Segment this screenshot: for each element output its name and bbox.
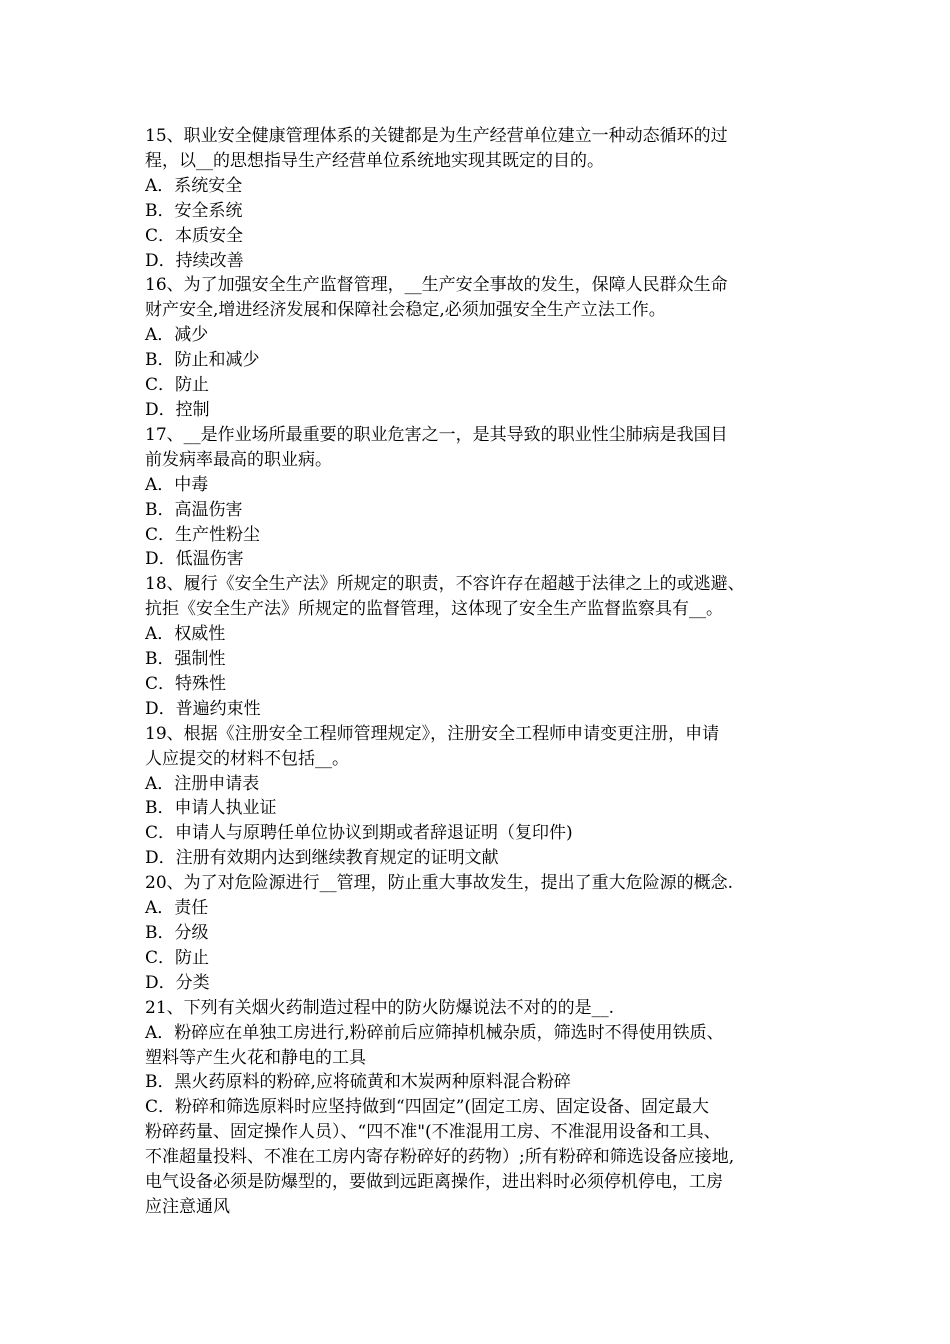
option-text-line: 应注意通风: [145, 1196, 230, 1217]
option-b: B．防止和减少: [145, 350, 260, 371]
question-20: [145, 871, 845, 996]
option-c: C．防止: [145, 375, 210, 396]
option-text-line: 粉碎药量、固定操作人员）、“四不准"(不准混用工房、不准混用设备和工具、: [145, 1122, 721, 1143]
document-page: [145, 124, 845, 1220]
question-text-line: 17、__是作业场所最重要的职业危害之一，是其导致的职业性尘肺病是我国目: [145, 424, 728, 445]
option-c: C．防止: [145, 947, 210, 968]
option-b: B．黑火药原料的粉碎,应将硫黄和木炭两种原料混合粉碎: [145, 1072, 571, 1093]
option-a: A．权威性: [145, 624, 226, 645]
option-d: D．普遍约束性: [145, 698, 261, 719]
option-d: D．持续改善: [145, 250, 244, 271]
question-21: [145, 996, 845, 1220]
question-text-line: 20、为了对危险源进行__管理，防止重大事故发生，提出了重大危险源的概念.: [145, 873, 734, 894]
question-text-line: 19、根据《注册安全工程师管理规定》，注册安全工程师申请变更注册，申请: [145, 723, 720, 744]
option-b: B．强制性: [145, 649, 226, 670]
option-d: D．分类: [145, 972, 210, 993]
question-19: [145, 722, 845, 871]
option-a: A．减少: [145, 325, 209, 346]
option-c: C．申请人与原聘任单位协议到期或者辞退证明（复印件): [145, 823, 573, 844]
question-15: [145, 124, 845, 273]
option-d: D．控制: [145, 399, 210, 420]
question-16: [145, 273, 845, 422]
option-b: B．高温伤害: [145, 499, 243, 520]
option-text-line: A．粉碎应在单独工房进行,粉碎前后应筛掉机械杂质，筛选时不得使用铁质、: [145, 1022, 724, 1043]
question-17: [145, 423, 845, 572]
question-text-line: 财产安全,增进经济发展和保障社会稳定,必须加强安全生产立法工作。: [145, 300, 666, 321]
option-a: A．中毒: [145, 474, 209, 495]
option-c: [145, 1095, 845, 1220]
option-c: C．本质安全: [145, 225, 244, 246]
option-b: B．申请人执业证: [145, 798, 277, 819]
question-text-line: 21、下列有关烟火药制造过程中的防火防爆说法不对的的是__.: [145, 997, 615, 1018]
option-text-line: 塑料等产生火花和静电的工具: [145, 1047, 366, 1068]
option-text-line: 不准超量投料、不准在工房内寄存粉碎好的药物）;所有粉碎和筛选设备应接地,: [145, 1147, 735, 1168]
option-a: [145, 1021, 845, 1071]
option-a: A．责任: [145, 898, 209, 919]
question-text-line: 15、职业安全健康管理体系的关键都是为生产经营单位建立一种动态循环的过: [145, 126, 728, 146]
option-a: A．系统安全: [145, 175, 243, 196]
question-text-line: 16、为了加强安全生产监督管理，__生产安全事故的发生，保障人民群众生命: [145, 275, 728, 296]
option-b: B．安全系统: [145, 200, 243, 221]
option-d: D．低温伤害: [145, 549, 244, 570]
option-text-line: 电气设备必须是防爆型的，要做到远距离操作，进出料时必须停机停电，工房: [145, 1172, 723, 1193]
question-18: [145, 572, 845, 721]
option-c: C．特殊性: [145, 673, 227, 694]
question-text-line: 18、履行《安全生产法》所规定的职责，不容许存在超越于法律之上的或逃避、: [145, 574, 745, 595]
question-text-line: 抗拒《安全生产法》所规定的监督管理，这体现了安全生产监督监察具有__。: [145, 599, 723, 620]
option-c: C．生产性粉尘: [145, 524, 261, 545]
option-text-line: C．粉碎和筛选原料时应坚持做到“四固定”(固定工房、固定设备、固定最大: [145, 1097, 710, 1118]
question-text-line: 前发病率最高的职业病。: [145, 449, 332, 470]
question-text-line: 人应提交的材料不包括__。: [145, 748, 349, 769]
option-d: D．注册有效期内达到继续教育规定的证明文献: [145, 848, 499, 869]
option-a: A．注册申请表: [145, 773, 260, 794]
option-b: B．分级: [145, 923, 209, 943]
question-text-line: 程，以__的思想指导生产经营单位系统地实现其既定的目的。: [145, 150, 604, 171]
